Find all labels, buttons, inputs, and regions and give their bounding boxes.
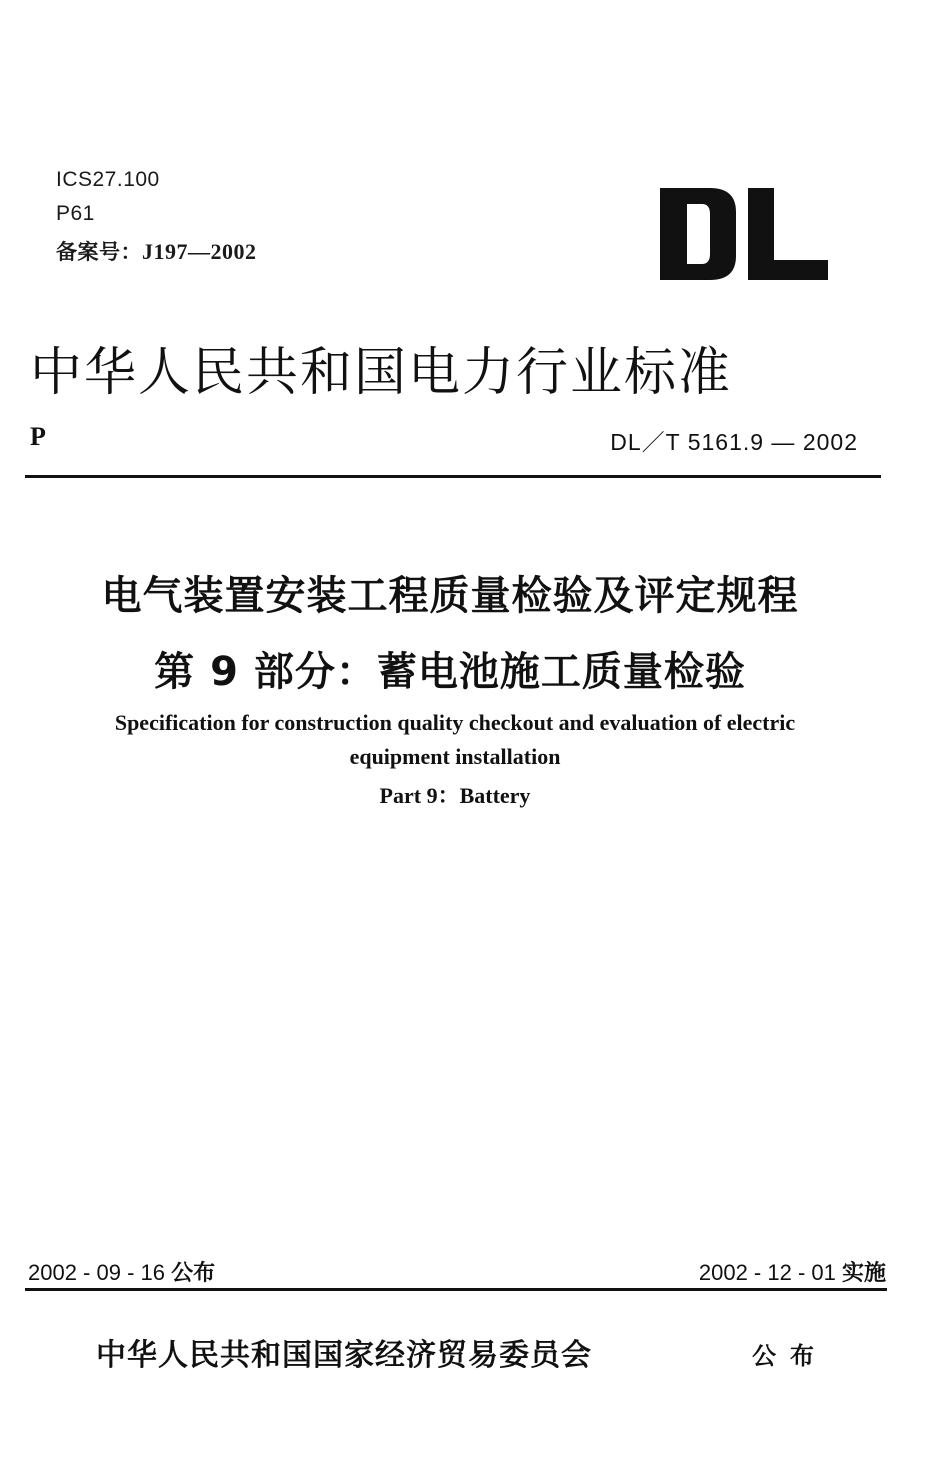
english-title-line-2: equipment installation: [349, 744, 561, 769]
english-title-line-1: Specification for construction quality checkout and evaluation of electric: [114, 710, 796, 735]
standard-authority-title: 中华人民共和国电力行业标准: [30, 343, 733, 403]
top-divider: [25, 475, 881, 478]
filing-label: 备案号：: [56, 241, 142, 264]
chinese-title-part: 第 9 部分：蓄电池施工质量检验: [154, 649, 746, 695]
standard-number: DL／T 5161.9 — 2002: [610, 429, 858, 455]
chinese-title-main: 电气装置安装工程质量检验及评定规程: [101, 573, 799, 619]
classification-code: P61: [56, 202, 95, 225]
issue-date: 2002 - 09 - 16: [28, 1260, 165, 1285]
issuing-action: 公布: [752, 1342, 828, 1370]
standard-category: P: [30, 422, 46, 451]
english-title-line-3: Part 9：Battery: [379, 783, 531, 808]
filing-number-line: [56, 236, 257, 266]
implementation-label: 实施: [841, 1261, 886, 1286]
filing-number: J197—2002: [142, 239, 257, 264]
issuing-body: 中华人民共和国国家经济贸易委员会: [96, 1338, 592, 1373]
issue-date-line: [28, 1256, 215, 1287]
implementation-date: 2002 - 12 - 01: [698, 1260, 836, 1285]
ics-code: ICS27.100: [56, 168, 160, 191]
implementation-date-line: [699, 1256, 886, 1287]
dl-logo-graphic: [660, 188, 828, 280]
dl-logo: [660, 188, 828, 280]
issue-label: 公布: [171, 1261, 216, 1286]
bottom-divider: [25, 1288, 887, 1291]
